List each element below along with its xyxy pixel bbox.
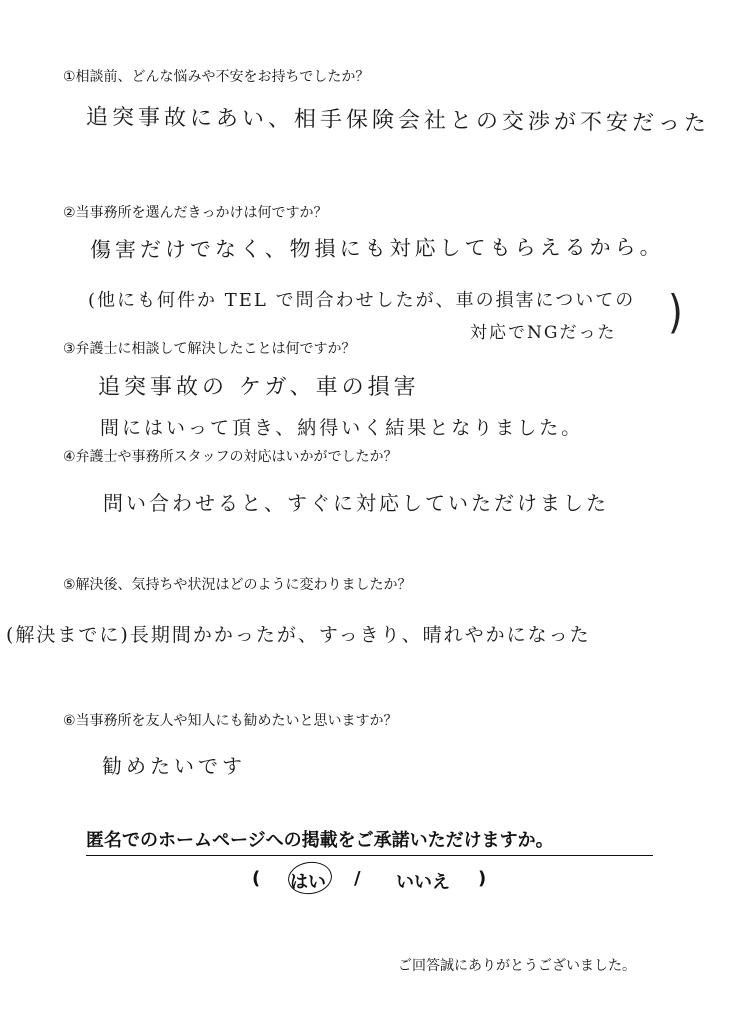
consent-no-option[interactable]: いいえ	[396, 872, 450, 893]
answer-2-line-3: 対応でNGだった	[470, 323, 617, 343]
question-6: ⑥当事務所を友人や知人にも勧めたいと思いますか？	[63, 713, 398, 729]
question-2: ②当事務所を選んだきっかけは何ですか？	[63, 205, 328, 221]
question-4: ④弁護士や事務所スタッフの対応はいかがでしたか？	[63, 449, 398, 465]
consent-title: 匿名でのホームページへの掲載をご承諾いただけますか。	[86, 826, 653, 856]
closing-parenthesis: )	[668, 285, 683, 339]
answer-4: 問い合わせると、すぐに対応していただけました	[103, 491, 609, 515]
slash-separator: /	[354, 868, 361, 889]
answer-3-line-1: 追突事故の ケガ、車の損害	[98, 375, 420, 400]
answer-1: 追突事故にあい、相手保険会社との交渉が不安だった	[85, 105, 711, 137]
answer-6: 勧めたいです	[102, 754, 246, 778]
answer-2-line-2: (他にも何件か TEL で問合わせしたが、車の損害についての	[88, 290, 636, 311]
thanks-message: ご回答誠にありがとうございました。	[398, 958, 636, 974]
close-paren: )	[478, 868, 487, 889]
question-3: ③弁護士に相談して解決したことは何ですか？	[63, 341, 356, 357]
answer-3-line-2: 間にはいって頂き、納得いく結果となりました。	[100, 417, 584, 439]
open-paren: (	[252, 868, 261, 889]
consent-yes-option[interactable]: はい	[290, 872, 326, 893]
answer-5: (解決までに)長期間かかったが、すっきり、晴れやかになった	[6, 624, 591, 646]
answer-2-line-1: 傷害だけでなく、物損にも対応してもらえるから。	[89, 234, 665, 262]
question-1: ①相談前、どんな悩みや不安をお持ちでしたか？	[63, 69, 370, 85]
question-5: ⑤解決後、気持ちや状況はどのように変わりましたか？	[63, 577, 412, 593]
